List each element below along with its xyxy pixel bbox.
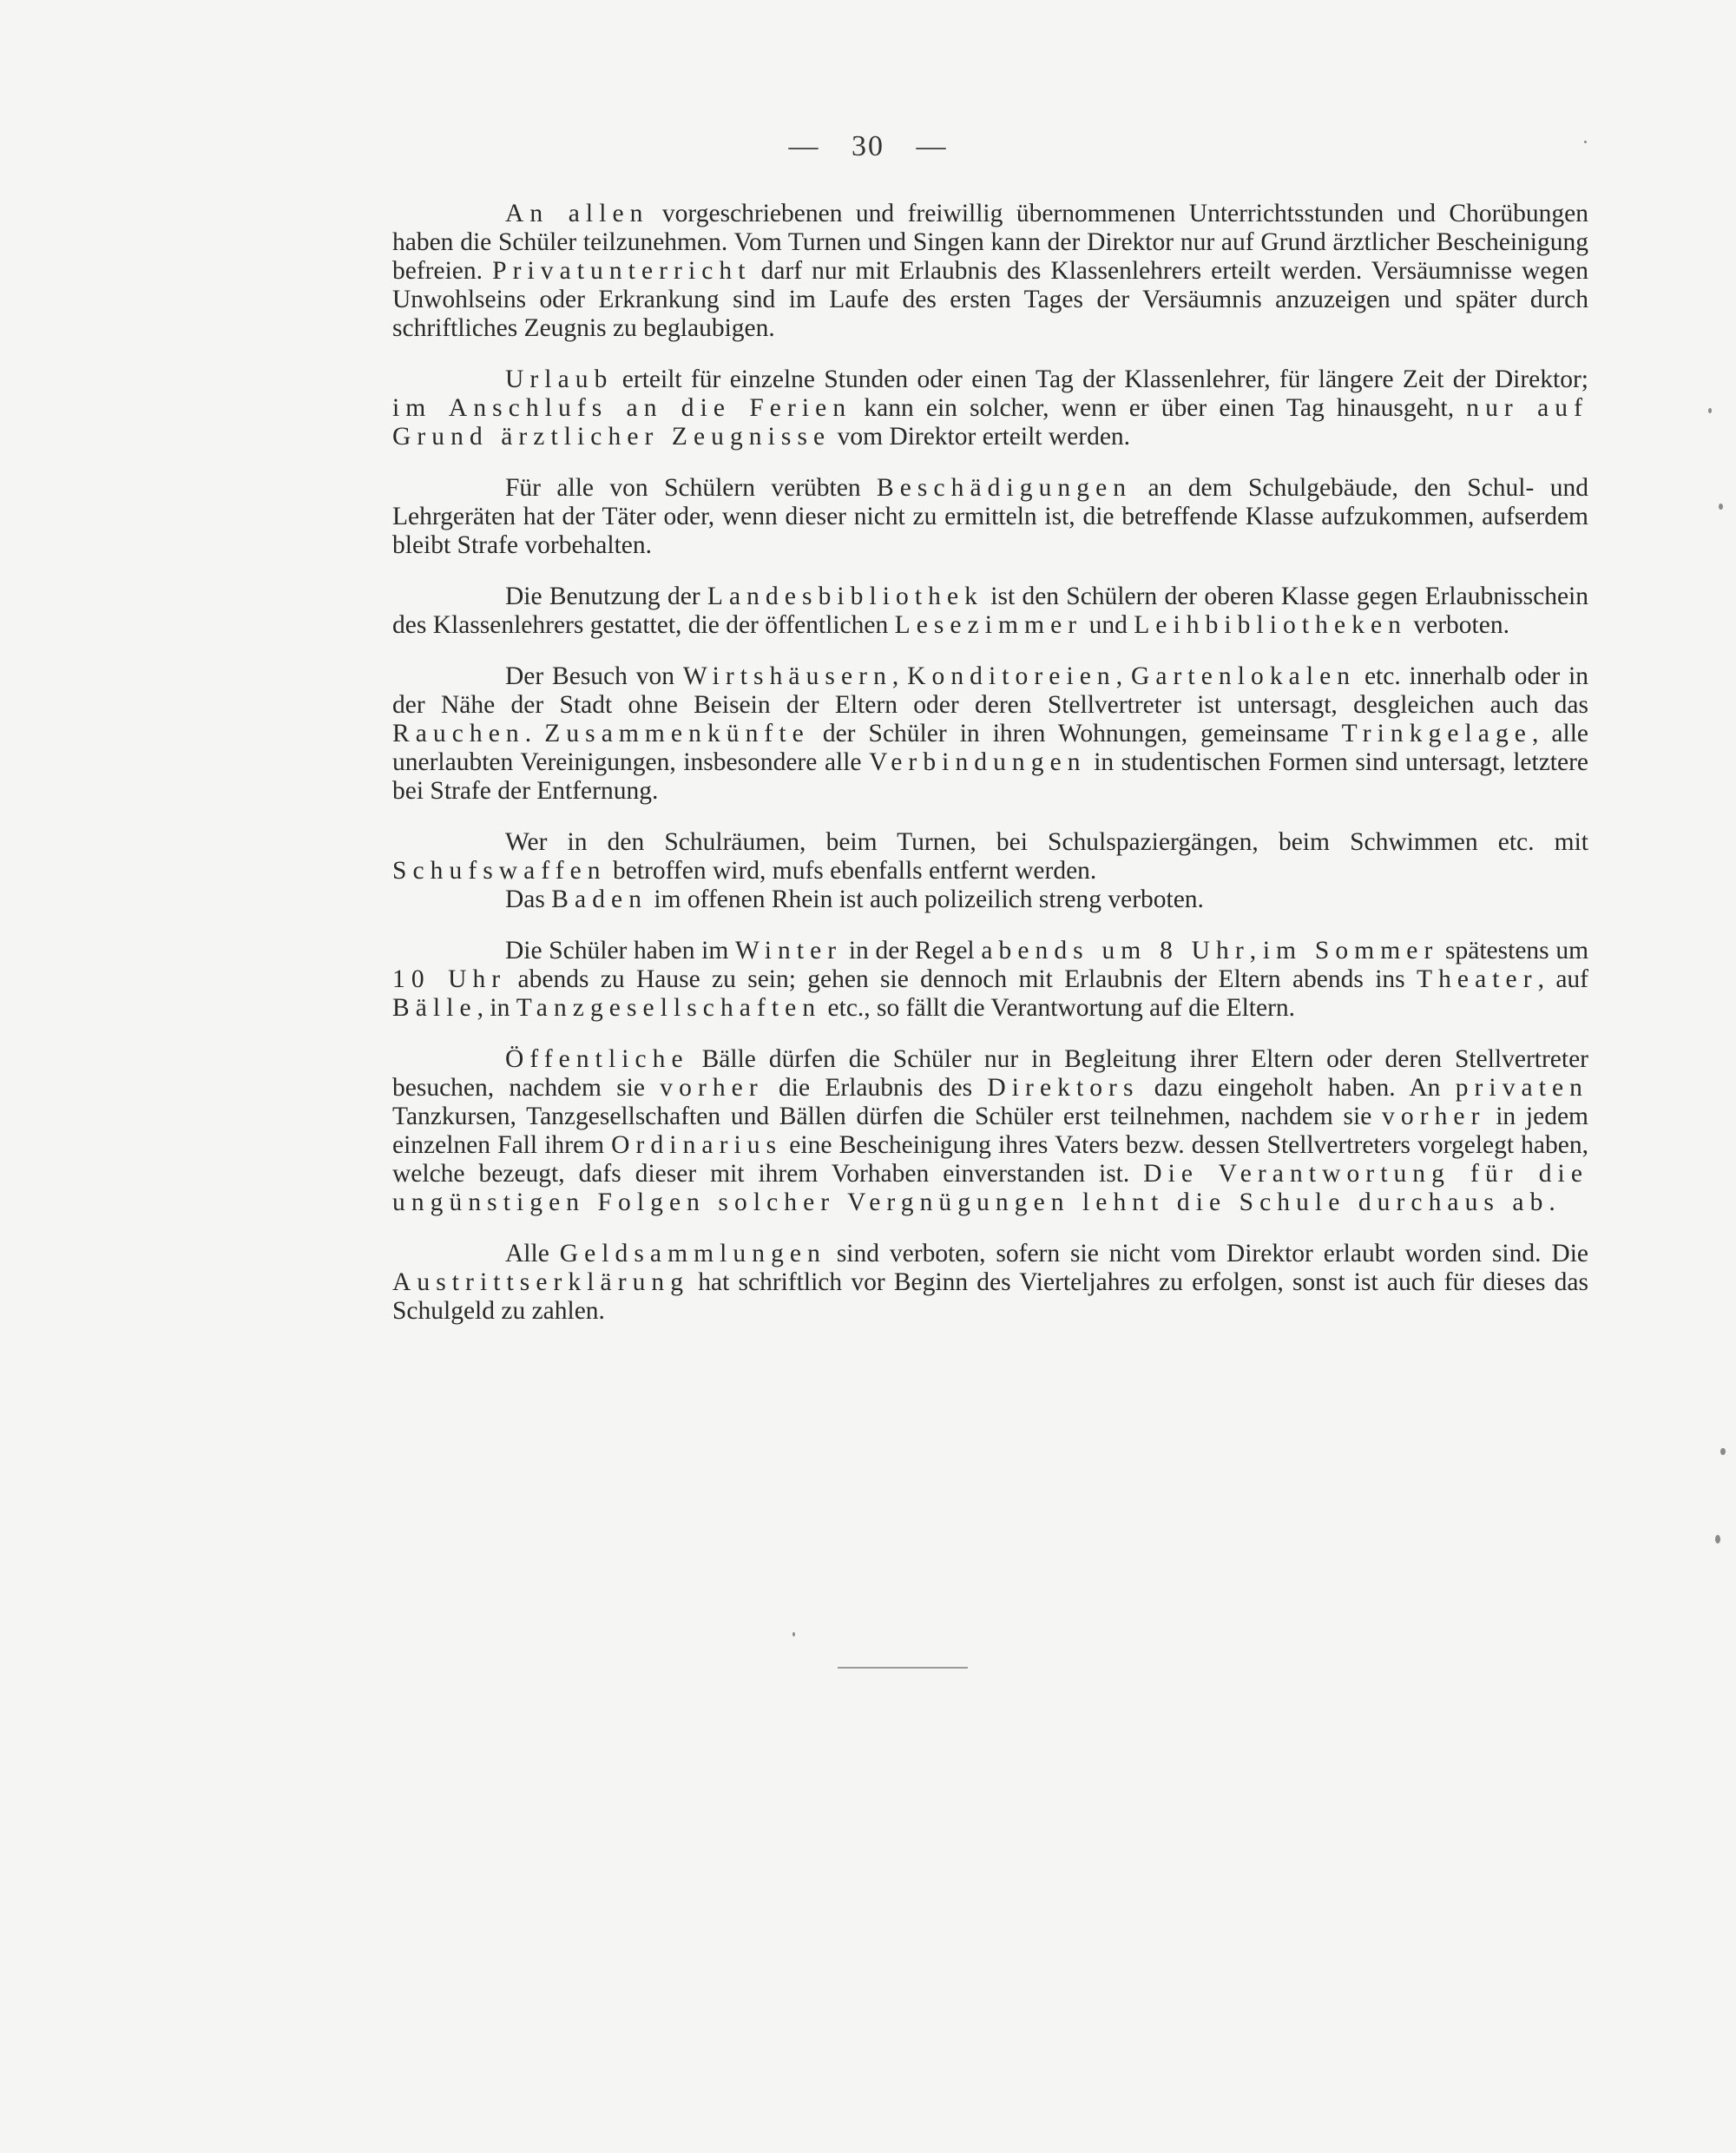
paragraph [392,583,1588,640]
page-number-header [0,130,1736,163]
emphasized-text: Theater [1416,965,1538,993]
margin-mark [1719,504,1723,510]
emphasized-text: Austrittserklärung [392,1268,690,1296]
emphasized-text: im Anschlufs an die Ferien [392,394,852,422]
body-text [392,200,1588,1348]
text-run: , alle unerlaubten Vereinigungen, insbesondere alle [392,720,1588,776]
emphasized-text: vorher [1382,1103,1486,1130]
text-run: an dem Schulgebäude, den Schul- und Lehrgeräten hat der Täter oder, wenn dieser nicht zu ermitteln ist, die betreffende Klasse aufzukommen, aufserdem bleibt Strafe vorbehalten. [392,474,1588,559]
emphasized-text: Bälle [392,994,477,1022]
emphasized-text: Baden [551,886,648,913]
margin-mark [1708,408,1712,413]
text-run: etc., so fällt die Verantwortung auf die Eltern. [821,994,1296,1022]
emphasized-text: abends um 8 Uhr [981,937,1250,965]
text-run: ist den Schülern der oberen Klasse gegen Erlaubnisschein des Klassenlehrers gestattet, die der öffentlichen [392,583,1588,639]
emphasized-text: Leihbibliotheken [1134,611,1407,639]
text-run: Der Besuch von [505,662,683,690]
text-run: . [524,720,545,747]
margin-mark [1720,1448,1726,1455]
text-run: vom Direktor erteilt werden. [831,423,1131,451]
text-run: sind verboten, sofern sie nicht vom Direktor erlaubt worden sind. Die [825,1240,1588,1267]
text-run: betroffen wird, mufs ebenfalls entfernt werden. [606,857,1097,885]
emphasized-text: Trinkgelage [1341,720,1532,747]
emphasized-text: vorher [660,1074,764,1102]
text-run: Die Benutzung der [505,583,707,610]
paragraph [392,1045,1588,1217]
text-run: , [1249,937,1263,965]
paragraph [392,828,1588,886]
text-run: in der Regel [842,937,982,965]
text-run: der Schüler in ihren Wohnungen, gemeinsame [809,720,1342,747]
text-run: kann ein solcher, wenn er über einen Tag hinausgeht, [852,394,1467,422]
text-run: Das [505,886,552,913]
text-run: Tanzkursen, Tanzgesellschaften und Bällen dürfen die Schüler erst teilnehmen, nachdem sie [392,1103,1383,1130]
emphasized-text: privaten [1455,1074,1588,1102]
left-dash: — [788,130,820,162]
paragraph [392,365,1588,451]
margin-mark [792,1632,795,1636]
emphasized-text: Ordinarius [611,1131,783,1159]
paragraph [392,474,1588,560]
text-run: abends zu Hause zu sein; gehen sie dennoch mit Erlaubnis der Eltern abends ins [506,965,1417,993]
emphasized-text: Beschädigungen [877,474,1133,502]
emphasized-text: Geldsammlungen [559,1240,826,1267]
emphasized-text: Zusammenkünfte [544,720,810,747]
text-run: in studentischen Formen sind untersagt, letztere bei Strafe der Entfernung. [392,748,1588,805]
emphasized-text: Wirtshäusern [682,662,892,690]
text-run: , auf [1537,965,1588,993]
emphasized-text: Lesezimmer [894,611,1083,639]
paragraph [392,1240,1588,1326]
text-run: und [1082,611,1134,639]
text-run: , [891,662,908,690]
emphasized-text: An allen [505,200,649,227]
emphasized-text: Öffentliche [505,1045,689,1073]
emphasized-text: Rauchen [392,720,525,747]
text-run: erteilt für einzelne Stunden oder einen Tag der Klassenlehrer, für längere Zeit der Direktor; [613,365,1588,393]
emphasized-text: Die Verantwortung für die ungünstigen Folgen solcher Vergnügungen lehnt die Schule durchaus ab. [392,1160,1589,1216]
text-run: Für alle von Schülern verübten [505,474,877,502]
emphasized-text: Konditoreien [907,662,1116,690]
paragraph [392,200,1588,343]
text-run: Alle [505,1240,560,1267]
text-run: vorgeschriebenen und freiwillig übernommenen Unterrichtsstunden und Chorübungen haben die Schüler teilzunehmen. Vom Turnen und Singen kann der Direktor nur auf Grund ärztlicher Bescheinigung befreien. [392,200,1588,285]
text-run: Wer in den Schulräumen, beim Turnen, bei Schulspaziergängen, beim Schwimmen etc. mit [505,828,1588,856]
emphasized-text: 10 Uhr [392,965,507,993]
text-run: darf nur mit Erlaubnis des Klassenlehrers erteilt werden. Versäumnisse wegen Unwohlseins oder Erkrankung sind im Laufe des ersten Tages der Versäumnis anzuzeigen und später durch schriftliches Zeugnis zu beglaubigen. [392,257,1589,342]
emphasized-text: Privatunterricht [492,257,752,285]
emphasized-text: Direktors [987,1074,1140,1102]
margin-mark [1584,141,1587,143]
text-run: Bälle dürfen die Schüler nur in Begleitung ihrer Eltern oder deren Stellvertreter besuchen, nachdem sie [392,1045,1588,1102]
paragraph [392,937,1588,1023]
text-run: die Erlaubnis des [763,1074,988,1102]
end-rule [838,1667,968,1669]
emphasized-text: im Sommer [1262,937,1439,965]
paragraph [392,886,1588,914]
text-run: , in [477,994,516,1022]
text-run: dazu eingeholt haben. An [1139,1074,1456,1102]
page-number: 30 [852,130,884,162]
emphasized-text: Schufswaffen [392,857,607,885]
text-run: in jedem einzelnen Fall ihrem [392,1103,1588,1159]
text-run: verboten. [1407,611,1509,639]
emphasized-text: Tanzgesellschaften [516,994,822,1022]
text-run: im offenen Rhein ist auch polizeilich streng verboten. [648,886,1204,913]
emphasized-text: Gartenlokalen [1130,662,1357,690]
margin-mark [1715,1535,1720,1544]
emphasized-text: Verbindungen [869,748,1087,776]
emphasized-text: Winter [734,937,843,965]
text-run: , [1115,662,1131,690]
right-dash: — [916,130,948,162]
emphasized-text: nur auf Grund ärztlicher Zeugnisse [392,394,1588,451]
text-run: eine Bescheinigung ihres Vaters bezw. dessen Stellvertreters vorgelegt haben, welche bezeugt, dafs dieser mit ihrem Vorhaben einverstanden ist. [392,1131,1588,1188]
emphasized-text: Landesbibliothek [707,583,984,610]
text-run: spätestens um [1438,937,1589,965]
text-run: hat schriftlich vor Beginn des Vierteljahres zu erfolgen, sonst ist auch für dieses das Schulgeld zu zahlen. [392,1268,1588,1325]
text-run: etc. innerhalb oder in der Nähe der Stadt ohne Beisein der Eltern oder deren Stellvertreter ist untersagt, desgleichen auch das [392,662,1588,719]
paragraph [392,662,1588,806]
text-run: Die Schüler haben im [505,937,735,965]
emphasized-text: Urlaub [505,365,614,393]
